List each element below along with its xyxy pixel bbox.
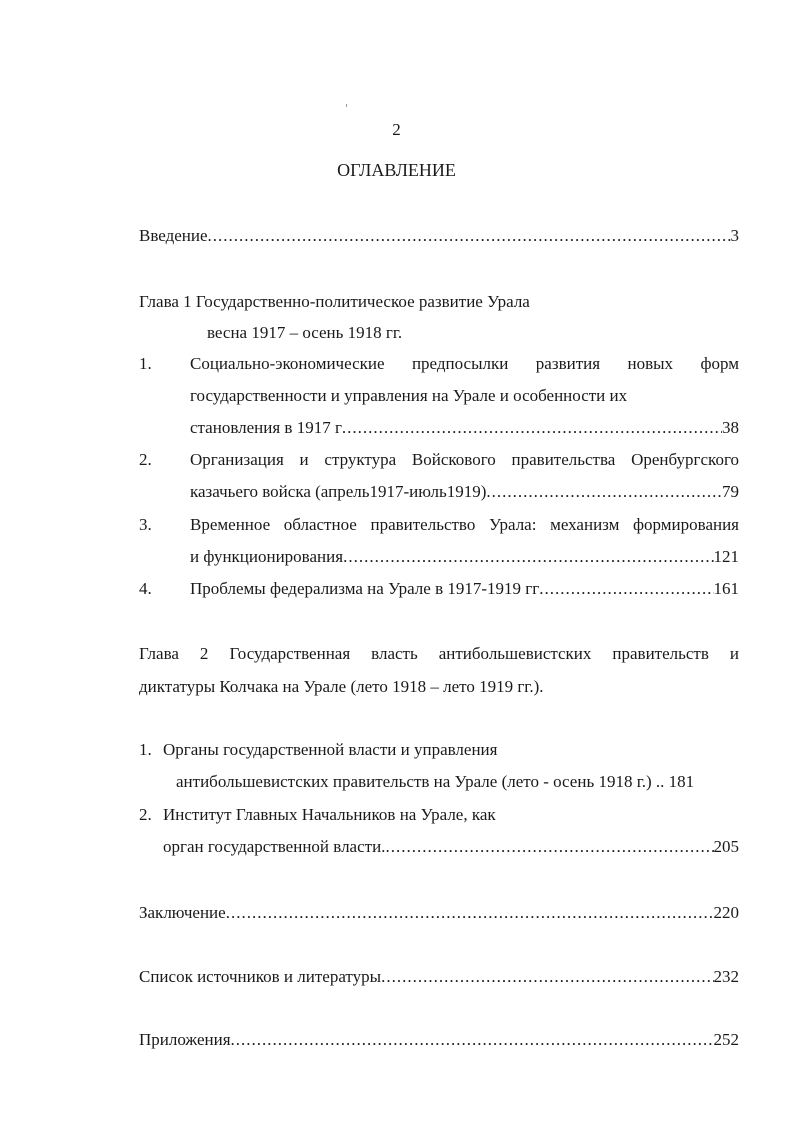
leader-dots — [343, 547, 713, 567]
toc-page: 79 — [722, 482, 739, 501]
page-number: 2 — [392, 120, 401, 139]
chapter1-heading: Глава 1 Государственно-политическое развитие Урала — [139, 292, 530, 311]
chapter1-heading-cont: весна 1917 – осень 1918 гг. — [207, 323, 403, 342]
toc-item-number: 1. — [139, 740, 152, 759]
toc-page: 38 — [722, 418, 739, 437]
leader-dots — [539, 579, 713, 599]
toc-label: Введение — [139, 226, 208, 245]
toc-page: 205 — [713, 837, 739, 856]
toc-page: 3 — [730, 226, 739, 245]
toc-item-last-line — [190, 547, 739, 567]
toc-page: 161 — [713, 579, 739, 598]
toc-item-line: Социально-экономические предпосылки развития новых форм — [190, 354, 739, 373]
toc-entry-conclusion — [139, 903, 739, 923]
toc-item-line: Организация и структура Войскового правительства Оренбургского — [190, 450, 739, 469]
toc-item-line: Временное областное правительство Урала: механизм формирования — [190, 515, 739, 534]
toc-label: Список источников и литературы — [139, 967, 382, 986]
toc-item-line: Институт Главных Начальников на Урале, как — [163, 805, 496, 824]
leader-dots — [486, 482, 722, 502]
toc-entry-intro — [139, 226, 739, 246]
toc-label: и функционирования — [190, 547, 344, 566]
toc-item-number: 1. — [139, 354, 152, 373]
toc-item-number: 3. — [139, 515, 152, 534]
toc-label: становления в 1917 г — [190, 418, 342, 437]
toc-page: 121 — [713, 547, 739, 566]
toc-item-last-line — [190, 482, 739, 502]
toc-label: Заключение — [139, 903, 226, 922]
toc-page: 181 — [668, 772, 695, 791]
scan-speck — [346, 104, 347, 107]
leader-dots — [342, 418, 722, 438]
toc-entry-sources — [139, 967, 739, 987]
chapter2-heading: Глава 2 Государственная власть антибольшевистских правительств и — [139, 644, 739, 663]
toc-label: казачьего войска (апрель1917-июль1919) — [190, 482, 487, 501]
leader-dots — [208, 226, 731, 246]
toc-item-last-line — [163, 837, 739, 857]
toc-item-number: 4. — [139, 579, 152, 598]
toc-item-number: 2. — [139, 805, 152, 824]
leader-dots — [381, 967, 713, 987]
toc-page: 220 — [713, 903, 739, 922]
page-title: ОГЛАВЛЕНИЕ — [337, 160, 456, 180]
leader-dots — [385, 837, 713, 857]
toc-label: орган государственной власти. — [163, 837, 386, 856]
leader-dots — [226, 903, 714, 923]
toc-item-line: государственности и управления на Урале и особенности их — [190, 386, 628, 405]
toc-entry-appendix — [139, 1030, 739, 1050]
toc-page: 232 — [713, 967, 739, 986]
toc-item-last-line — [190, 579, 739, 599]
toc-label: Проблемы федерализма на Урале в 1917-1919 гг — [190, 579, 540, 598]
toc-page: 252 — [713, 1030, 739, 1049]
chapter2-heading-cont: диктатуры Колчака на Урале (лето 1918 – лето 1919 гг.). — [139, 677, 544, 696]
toc-label: Приложения — [139, 1030, 231, 1049]
leader-dots — [231, 1030, 714, 1050]
toc-item-number: 2. — [139, 450, 152, 469]
toc-item-line: Органы государственной власти и управления — [163, 740, 498, 759]
toc-item-last-line — [190, 418, 739, 438]
toc-label: антибольшевистских правительств на Урале (лето - осень 1918 г.) .. — [176, 772, 669, 791]
toc-item-last-line — [176, 772, 694, 792]
